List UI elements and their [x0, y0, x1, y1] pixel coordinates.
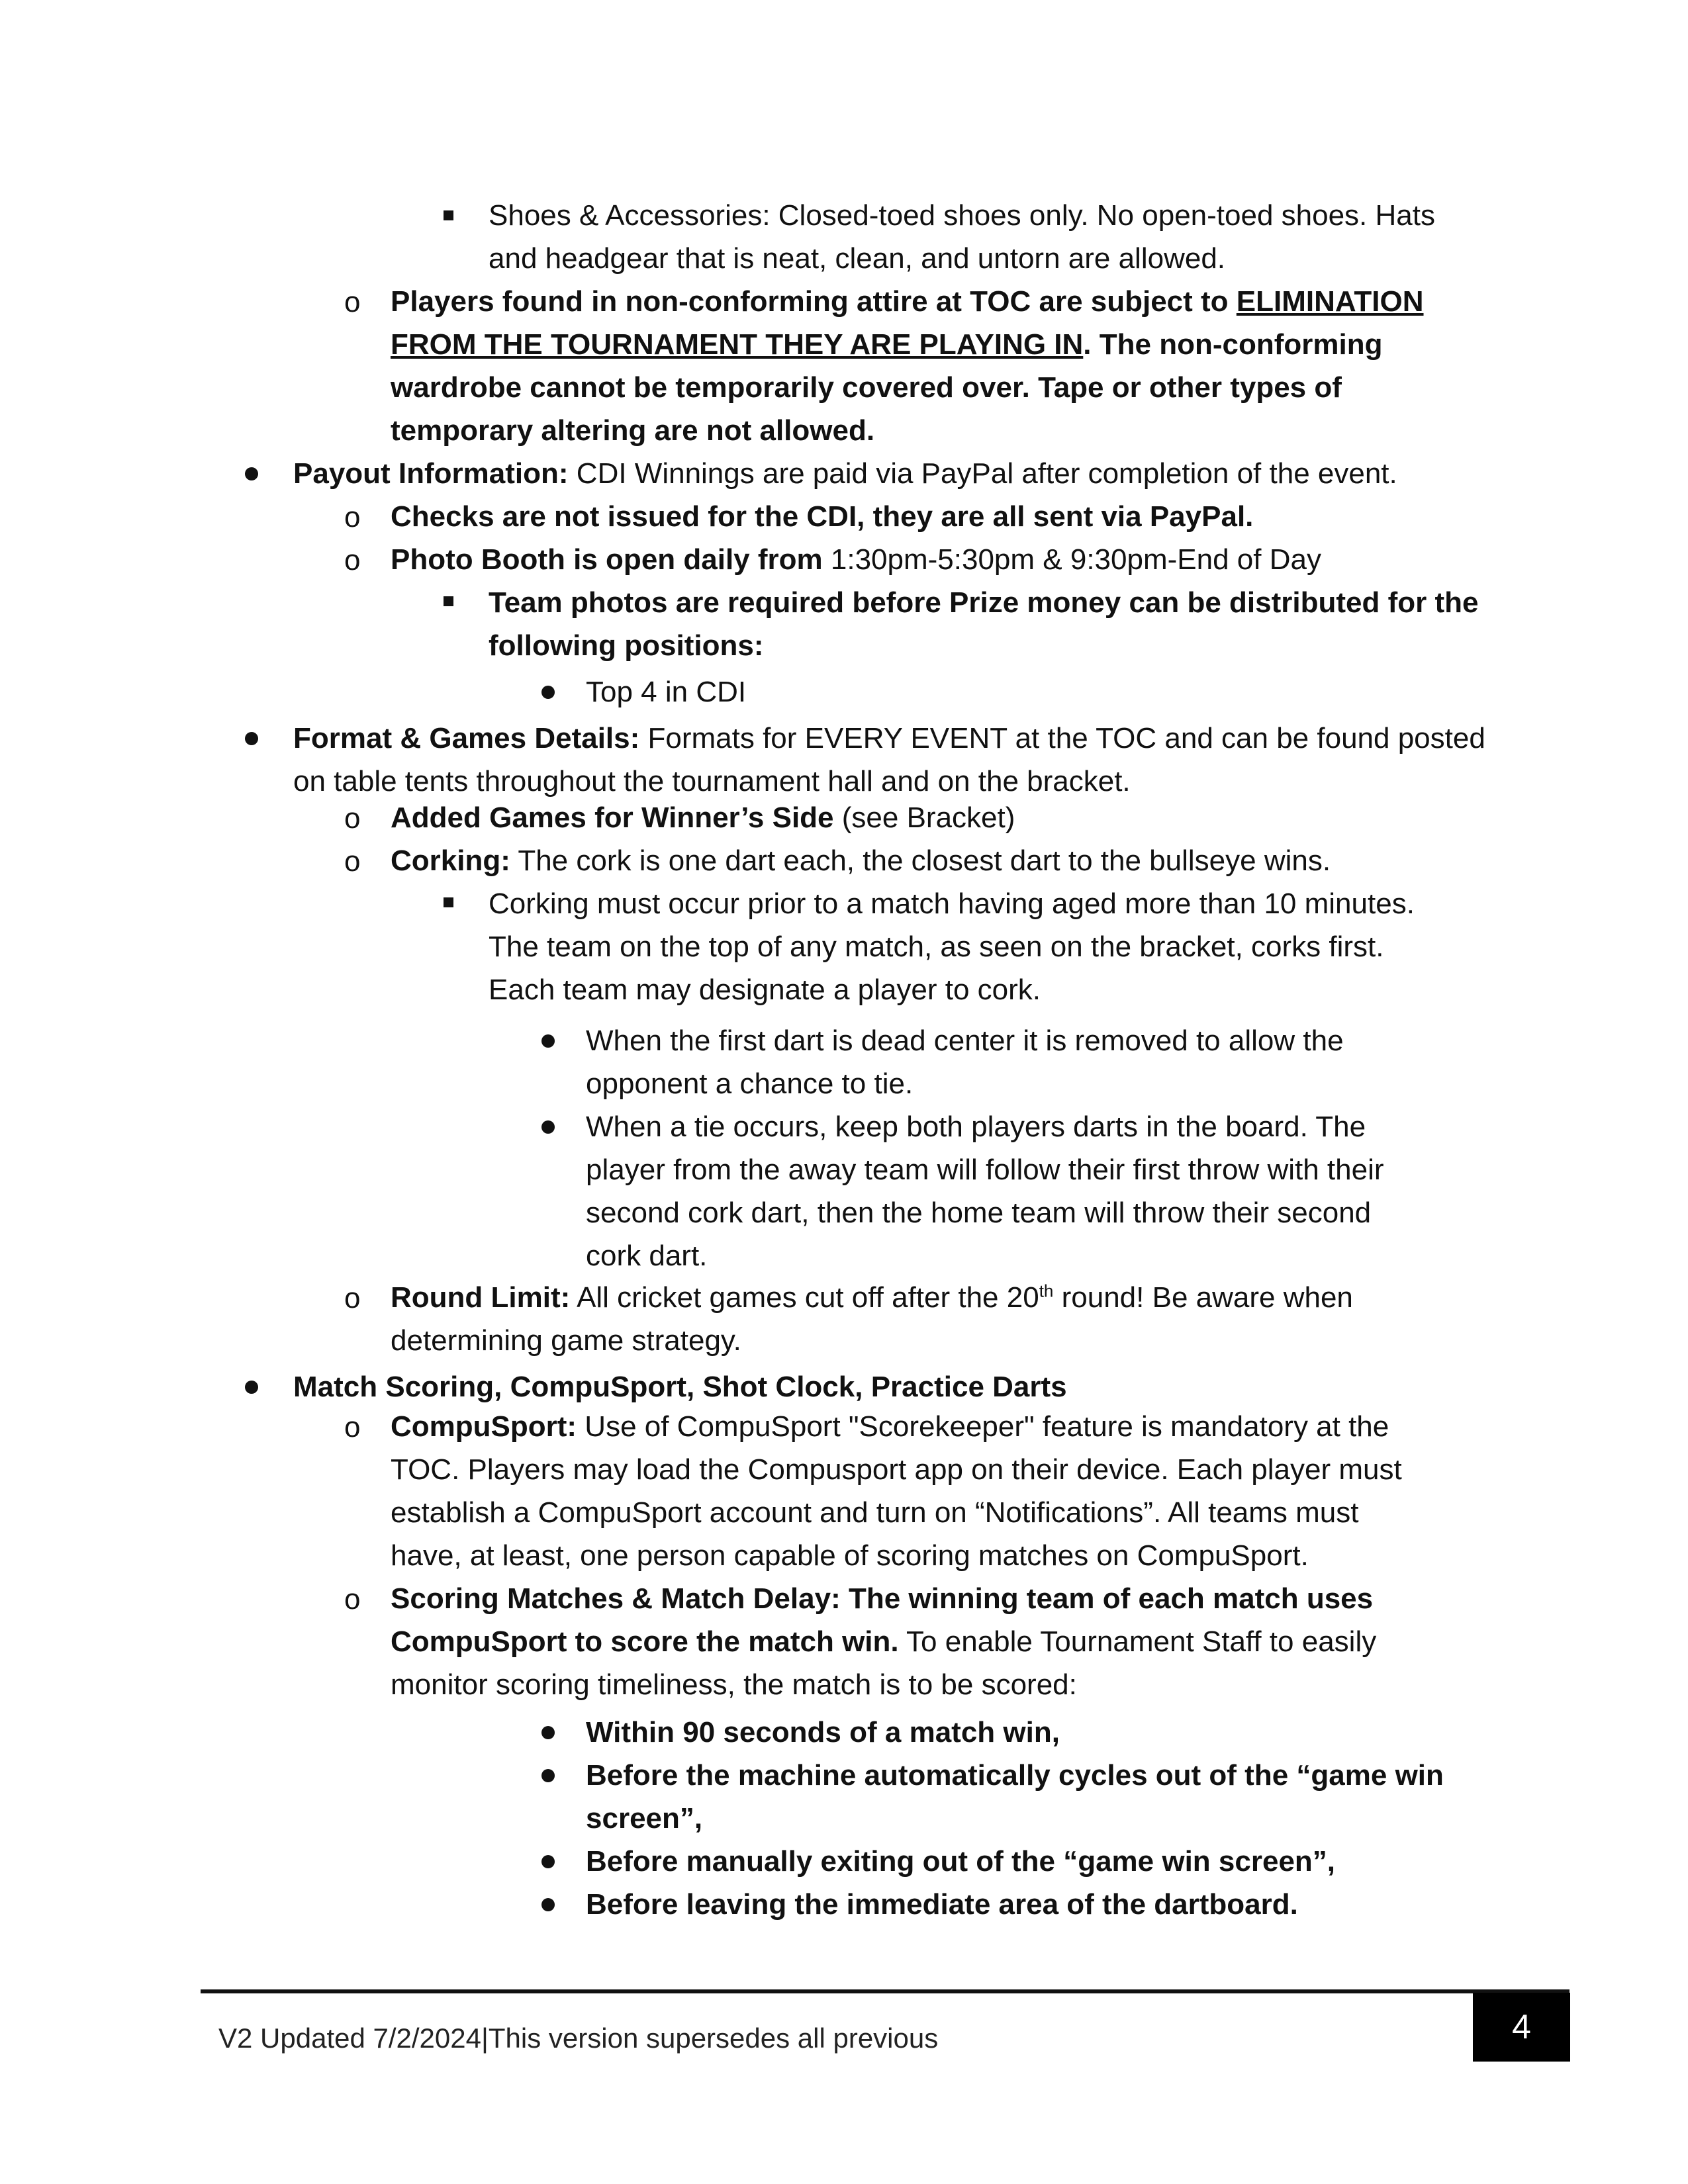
text-line: FROM THE TOURNAMENT THEY ARE PLAYING IN. The non-conforming: [391, 328, 1383, 361]
text-line: Photo Booth is open daily from 1:30pm-5:30pm & 9:30pm-End of Day: [391, 543, 1321, 576]
round-bullet-icon: [245, 467, 258, 480]
circle-bullet-marker: o: [344, 544, 361, 576]
text-line: following positions:: [489, 629, 764, 662]
text-line: Format & Games Details: Formats for EVERY EVENT at the TOC and can be found posted: [293, 722, 1485, 754]
text-line: Added Games for Winner’s Side (see Bracket): [391, 801, 1015, 834]
circle-bullet-marker: o: [344, 1583, 361, 1615]
text-line: Round Limit: All cricket games cut off after the 20th round! Be aware when: [391, 1281, 1353, 1314]
circle-bullet-marker: o: [344, 501, 361, 533]
text-line: The team on the top of any match, as seen on the bracket, corks first.: [489, 931, 1384, 963]
text-line: second cork dart, then the home team will throw their second: [586, 1197, 1372, 1229]
page-number: 4: [1473, 1993, 1570, 2062]
text-line: screen”,: [586, 1802, 703, 1835]
text-line: Each team may designate a player to cork.: [489, 974, 1041, 1006]
text-line: CompuSport to score the match win. To enable Tournament Staff to easily: [391, 1625, 1377, 1658]
text-line: Match Scoring, CompuSport, Shot Clock, Practice Darts: [293, 1371, 1067, 1403]
text-line: Corking must occur prior to a match having aged more than 10 minutes.: [489, 887, 1415, 920]
circle-bullet-marker: o: [344, 1282, 361, 1314]
text-line: on table tents throughout the tournament hall and on the bracket.: [293, 765, 1131, 797]
text-line: Shoes & Accessories: Closed-toed shoes only. No open-toed shoes. Hats: [489, 199, 1435, 232]
text-line: and headgear that is neat, clean, and untorn are allowed.: [489, 242, 1226, 275]
text-line: Top 4 in CDI: [586, 676, 747, 708]
text-line: Team photos are required before Prize money can be distributed for the: [489, 586, 1479, 619]
circle-bullet-marker: o: [344, 286, 361, 318]
text-line: determining game strategy.: [391, 1324, 741, 1357]
text-line: Corking: The cork is one dart each, the closest dart to the bullseye wins.: [391, 844, 1331, 877]
square-bullet-icon: [444, 897, 453, 907]
text-line: player from the away team will follow their first throw with their: [586, 1154, 1384, 1186]
text-line: CompuSport: Use of CompuSport "Scorekeeper" feature is mandatory at the: [391, 1410, 1389, 1443]
round-bullet-icon: [245, 732, 258, 745]
round-bullet-icon: [541, 1726, 555, 1739]
round-bullet-icon: [541, 1034, 555, 1048]
square-bullet-icon: [444, 596, 453, 606]
text-line: When a tie occurs, keep both players darts in the board. The: [586, 1111, 1366, 1143]
footer-text: V2 Updated 7/2/2024|This version supersedes all previous: [218, 2023, 939, 2054]
text-line: establish a CompuSport account and turn on “Notifications”. All teams must: [391, 1496, 1359, 1529]
text-line: Before leaving the immediate area of the dartboard.: [586, 1888, 1298, 1921]
text-line: Players found in non-conforming attire at TOC are subject to ELIMINATION: [391, 285, 1424, 318]
round-bullet-icon: [245, 1381, 258, 1394]
text-line: wardrobe cannot be temporarily covered over. Tape or other types of: [391, 371, 1342, 404]
text-line: monitor scoring timeliness, the match is to be scored:: [391, 1668, 1077, 1701]
text-line: Before manually exiting out of the “game win screen”,: [586, 1845, 1336, 1878]
text-line: opponent a chance to tie.: [586, 1068, 914, 1100]
text-line: Payout Information: CDI Winnings are paid via PayPal after completion of the event.: [293, 457, 1397, 490]
text-line: cork dart.: [586, 1240, 708, 1272]
circle-bullet-marker: o: [344, 845, 361, 878]
circle-bullet-marker: o: [344, 802, 361, 835]
round-bullet-icon: [541, 686, 555, 699]
footer-divider: [201, 1989, 1570, 1993]
text-line: Within 90 seconds of a match win,: [586, 1716, 1060, 1749]
text-line: temporary altering are not allowed.: [391, 414, 875, 447]
round-bullet-icon: [541, 1898, 555, 1911]
text-line: TOC. Players may load the Compusport app on their device. Each player must: [391, 1453, 1402, 1486]
text-line: Checks are not issued for the CDI, they are all sent via PayPal.: [391, 500, 1254, 533]
round-bullet-icon: [541, 1769, 555, 1782]
round-bullet-icon: [541, 1120, 555, 1134]
text-line: Before the machine automatically cycles out of the “game win: [586, 1759, 1444, 1792]
text-line: When the first dart is dead center it is removed to allow the: [586, 1024, 1344, 1057]
circle-bullet-marker: o: [344, 1411, 361, 1443]
text-line: have, at least, one person capable of scoring matches on CompuSport.: [391, 1539, 1309, 1572]
square-bullet-icon: [444, 210, 453, 220]
text-line: Scoring Matches & Match Delay: The winning team of each match uses: [391, 1582, 1374, 1615]
round-bullet-icon: [541, 1855, 555, 1868]
